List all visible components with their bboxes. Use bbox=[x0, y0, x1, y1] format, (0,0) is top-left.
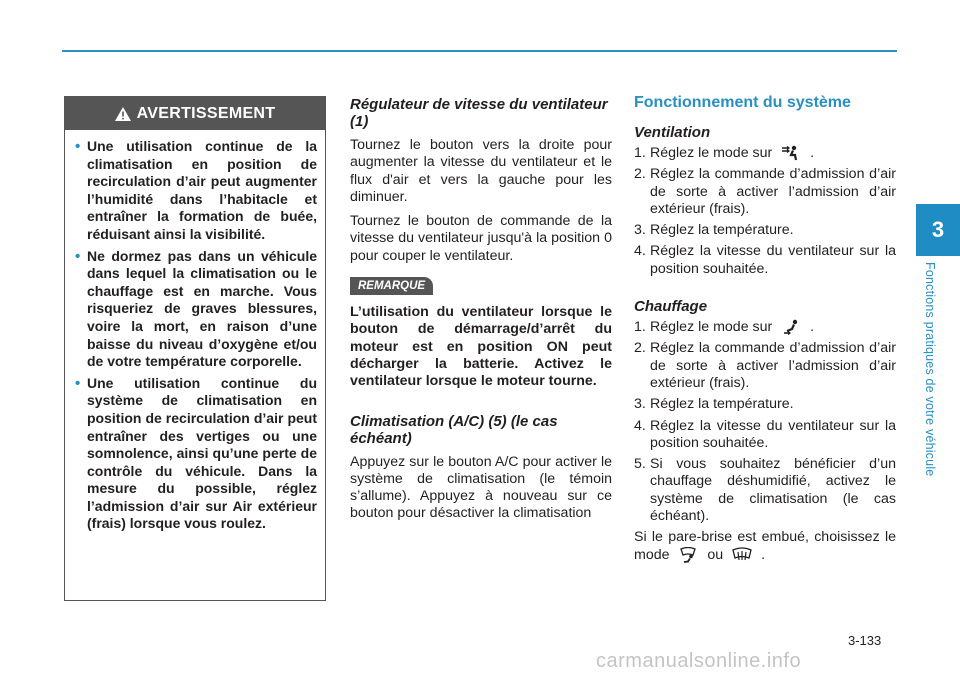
step-number: 3. bbox=[634, 396, 646, 413]
system-operation-heading: Fonctionnement du système bbox=[634, 94, 851, 111]
step-number: 4. bbox=[634, 417, 646, 434]
right-column bbox=[634, 94, 896, 564]
step-text: Réglez le mode sur bbox=[650, 319, 773, 336]
heating-step-2 bbox=[634, 340, 896, 392]
ventilation-step-3 bbox=[634, 222, 896, 239]
fan-speed-heading: Régulateur de vitesse du ventilateur (1) bbox=[350, 96, 608, 130]
step-number: 5. bbox=[634, 456, 646, 473]
warning-list bbox=[65, 130, 325, 533]
heating-step-3 bbox=[634, 396, 896, 413]
step-number: 4. bbox=[634, 243, 646, 260]
fan-speed-paragraph-1: Tournez le bouton vers la droite pour augmenter la vitesse du ventilateur et le flux d'air et vers la gauche pour les diminuer. bbox=[350, 137, 612, 205]
middle-column bbox=[350, 96, 612, 523]
note-text: L’utilisation du ventilateur lorsque le bouton de démarrage/d’arrêt du moteur est en position ON peut décharger la batterie. Activez le ventilateur lorsque le moteur tourne. bbox=[350, 304, 612, 390]
heating-heading: Chauffage bbox=[634, 298, 708, 316]
step-number: 2. bbox=[634, 340, 646, 357]
warning-item: • Une utilisation continue de la climatisation en position de recirculation d’air peut augmenter l’humidité dans l’habitacle et entraîner la formation de buée, réduisant ainsi la visibilité. bbox=[75, 138, 317, 244]
ac-heading: Climatisation (A/C) (5) (le cas échéant) bbox=[350, 412, 558, 447]
floor-defrost-mode-icon bbox=[677, 547, 699, 563]
fan-speed-paragraph-2: Tournez le bouton de commande de la vitesse du ventilateur jusqu'à la position 0 pour couper le ventilateur. bbox=[350, 213, 612, 264]
defog-text-or: ou bbox=[707, 546, 724, 563]
ventilation-step-4 bbox=[634, 243, 896, 278]
warning-box bbox=[64, 96, 326, 601]
ventilation-heading: Ventilation bbox=[634, 124, 711, 141]
warning-title: AVERTISSEMENT bbox=[136, 104, 276, 122]
note-badge: REMARQUE bbox=[350, 277, 433, 295]
step-text: Réglez la température. bbox=[650, 222, 794, 239]
heating-steps bbox=[634, 319, 896, 525]
heating-step-4 bbox=[634, 418, 896, 453]
face-vent-mode-icon bbox=[780, 145, 802, 161]
ac-paragraph: Appuyez sur le bouton A/C pour activer le système de climatisation (le témoin s’allume). Appuyez à nouveau sur ce bouton pour désactiver la climatisation bbox=[350, 453, 612, 522]
step-number: 2. bbox=[634, 166, 646, 183]
step-text: Si vous souhaitez bénéficier d’un chauffage déshumidifié, activez le système de climatisation (le cas échéant). bbox=[650, 456, 896, 525]
chapter-title: Fonctions pratiques de votre véhicule bbox=[923, 262, 937, 477]
step-text: Réglez la commande d’admission d’air de sorte à activer l’admission d’air extérieur (frais). bbox=[650, 340, 896, 391]
warning-item: • Une utilisation continue du système de climatisation en position de recirculation d’air peut entraîner des vertiges ou une somnolence, ainsi qu’une perte de contrôle du véhicule. Dans la mesure du possible, réglez l’admission d’air sur Air extérieur (frais) lorsque vous roulez. bbox=[75, 375, 317, 533]
step-text-end: . bbox=[810, 319, 815, 336]
ventilation-step-2 bbox=[634, 166, 896, 218]
heating-step-5 bbox=[634, 456, 896, 525]
step-text: Réglez la vitesse du ventilateur sur la position souhaitée. bbox=[650, 243, 896, 277]
step-text: Réglez le mode sur bbox=[650, 145, 773, 161]
warning-item: • Ne dormez pas dans un véhicule dans lequel la climatisation ou le chauffage est en marche. Vous risqueriez de graves blessures, voire la mort, en raison d’une baisse du niveau d’oxygène et/ou de votre température corporelle. bbox=[75, 248, 317, 371]
watermark: carmanualsonline.info bbox=[596, 650, 802, 672]
step-number: 1. bbox=[634, 319, 646, 336]
page-number: 3-133 bbox=[848, 633, 882, 648]
windshield-defrost-icon bbox=[731, 547, 753, 563]
step-number: 3. bbox=[634, 222, 646, 239]
ventilation-step-1 bbox=[634, 145, 896, 162]
step-text: Réglez la température. bbox=[650, 396, 794, 413]
warning-triangle-icon bbox=[115, 107, 131, 121]
top-rule bbox=[62, 50, 897, 52]
step-text: Réglez la commande d’admission d’air de sorte à activer l’admission d’air extérieur (frais). bbox=[650, 166, 896, 217]
warning-header bbox=[65, 97, 325, 130]
ventilation-steps bbox=[634, 145, 896, 278]
step-text-end: . bbox=[810, 145, 815, 161]
defog-text-start: Si le pare-brise est embué, choisissez le mode bbox=[634, 529, 896, 563]
defog-paragraph bbox=[634, 529, 896, 564]
chapter-tab: 3 bbox=[916, 204, 960, 256]
step-text: Réglez la vitesse du ventilateur sur la position souhaitée. bbox=[650, 417, 896, 451]
step-number: 1. bbox=[634, 145, 646, 161]
defog-text-end: . bbox=[761, 546, 766, 563]
heating-step-1 bbox=[634, 319, 896, 336]
floor-heat-mode-icon bbox=[780, 319, 802, 335]
